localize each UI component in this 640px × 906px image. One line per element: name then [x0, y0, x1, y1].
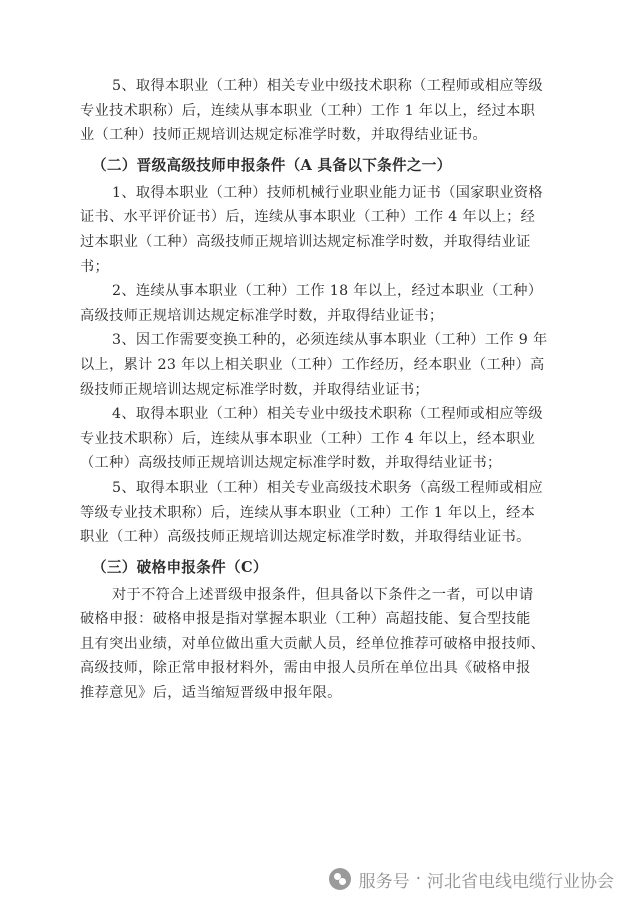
paragraph-senior-item-3 — [80, 328, 562, 402]
paragraph-senior-item-1 — [80, 181, 562, 279]
section-heading-exceptional: （三）破格申报条件（C） — [92, 558, 268, 576]
document-body — [80, 74, 562, 706]
text-line: 1、取得本职业（工种）技师机械行业职业能力证书（国家职业资格 — [112, 184, 543, 201]
text-line: （工种）高级技师正规培训达规定标准学时数，并取得结业证书； — [80, 455, 502, 472]
text-line: 5、取得本职业（工种）相关专业高级技术职务（高级工程师或相应 — [112, 479, 543, 496]
text-line: 书； — [80, 258, 110, 275]
watermark-account-name: 河北省电线电缆行业协会 — [427, 871, 614, 892]
text-line: 证书、水平评价证书）后，连续从事本职业（工种）工作 4 年以上；经 — [80, 209, 536, 226]
account-watermark — [329, 866, 614, 892]
text-line: 以上，累计 23 年以上相关职业（工种）工作经历，经本职业（工种）高 — [80, 356, 545, 373]
text-line: 专业技术职称）后，连续从事本职业（工种）工作 1 年以上，经过本职 — [80, 102, 536, 119]
text-line: 职业（工种）高级技师正规培训达规定标准学时数，并取得结业证书。 — [80, 529, 531, 546]
watermark-separator: · — [415, 869, 421, 889]
paragraph-senior-item-2 — [80, 279, 562, 328]
text-line: 级技师正规培训达规定标准学时数，并取得结业证书； — [80, 381, 429, 398]
text-line: 专业技术职称）后，连续从事本职业（工种）工作 4 年以上，经本职业 — [80, 430, 536, 447]
text-line: 破格申报：破格申报是指对掌握本职业（工种）高超技能、复合型技能 — [80, 611, 531, 628]
paragraph-senior-item-4 — [80, 402, 562, 476]
text-line: 4、取得本职业（工种）相关专业中级技术职称（工程师或相应等级 — [112, 406, 543, 423]
paragraph-senior-item-5 — [80, 476, 562, 550]
text-line: 过本职业（工种）高级技师正规培训达规定标准学时数，并取得结业证 — [80, 233, 531, 250]
text-line: 且有突出业绩，对单位做出重大贡献人员，经单位推荐可破格申报技师、 — [80, 635, 546, 652]
text-line: 业（工种）技师正规培训达规定标准学时数，并取得结业证书。 — [80, 127, 488, 144]
paragraph-exceptional — [80, 583, 562, 706]
text-line: 高级技师，除正常申报材料外，需由申报人员所在单位出具《破格申报 — [80, 660, 531, 677]
text-line: 推荐意见》后，适当缩短晋级申报年限。 — [80, 685, 342, 702]
paragraph-item-5-technician — [80, 74, 562, 148]
watermark-label: 服务号 — [358, 871, 410, 892]
text-line: 3、因工作需要变换工种的，必须连续从事本职业（工种）工作 9 年 — [112, 332, 548, 349]
section-heading-senior-technician: （二）晋级高级技师申报条件（A 具备以下条件之一） — [92, 156, 452, 174]
text-line: 5、取得本职业（工种）相关专业中级技术职称（工程师或相应等级 — [112, 78, 543, 94]
text-line: 2、连续从事本职业（工种）工作 18 年以上，经过本职业（工种） — [112, 283, 543, 300]
text-line: 高级技师正规培训达规定标准学时数，并取得结业证书； — [80, 307, 444, 324]
text-line: 等级专业技术职称）后，连续从事本职业（工种）工作 1 年以上，经本 — [80, 504, 536, 521]
wechat-official-account-icon — [329, 868, 351, 890]
text-line: 对于不符合上述晋级申报条件，但具备以下条件之一者，可以申请 — [112, 586, 534, 603]
